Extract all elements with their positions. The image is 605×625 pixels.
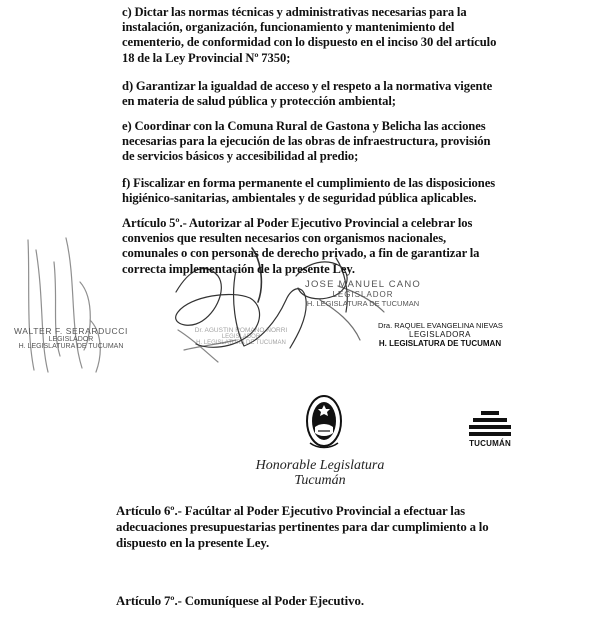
item-d <box>122 79 500 109</box>
article-7-text: Comuníquese al Poder Ejecutivo. <box>184 594 364 608</box>
article-7 <box>116 594 496 609</box>
legislature-crest-icon <box>304 393 344 449</box>
item-e <box>122 119 500 165</box>
item-f-label: f) <box>122 176 131 190</box>
tucuman-logo-icon <box>467 408 513 438</box>
stamp-cano-role: LEGISLADOR <box>332 290 394 299</box>
stamp-serarducci-name: WALTER F. SERARDUCCI <box>13 326 128 336</box>
item-e-label: e) <box>122 119 132 133</box>
letterhead-line1: Honorable Legislatura <box>255 458 385 473</box>
letterhead-line2: Tucumán <box>294 473 346 488</box>
article-7-label: Artículo 7º.- <box>116 594 182 608</box>
stamp-nievas-inst: H. LEGISLATURA DE TUCUMAN <box>378 339 502 348</box>
stamp-serarducci-role: LEGISLADOR <box>48 336 94 343</box>
item-e-text: Coordinar con la Comuna Rural de Gastona y Belicha las acciones necesarias para la ejecución de las obras de infraestructura, provisión de servicios básicos y accesibilidad al predio; <box>122 119 491 164</box>
tucuman-logo <box>467 408 513 452</box>
stamp-agustin-inst: H. LEGISLATURA DE TUCUMAN <box>196 340 286 346</box>
stamp-cano <box>288 279 438 308</box>
item-f <box>122 176 500 206</box>
item-d-label: d) <box>122 79 134 93</box>
item-c <box>122 5 500 66</box>
stamp-nievas <box>378 321 502 348</box>
stamp-cano-name: JOSE MANUEL CANO <box>305 279 421 290</box>
stamp-agustin-name: Dr. AGUSTIN ROMANO NORRI <box>194 327 288 334</box>
tucuman-logo-text: TUCUMÁN <box>469 439 511 448</box>
item-d-text: Garantizar la igualdad de acceso y el respeto a la normativa vigente en materia de salud pública y protección ambiental; <box>122 79 493 109</box>
item-c-text: Dictar las normas técnicas y administrativas necesarias para la instalación, organización, funcionamiento y mantenimiento del cementerio, de conformidad con lo dispuesto en el inciso 30 del artículo 18 de la Ley Provincial Nº 7350; <box>122 5 497 65</box>
stamp-nievas-name: Dra. RAQUEL EVANGELINA NIEVAS <box>378 321 503 330</box>
stamp-cano-inst: H. LEGISLATURA DE TUCUMAN <box>306 299 420 308</box>
letterhead-title <box>240 458 400 489</box>
item-c-label: c) <box>122 5 132 19</box>
stamp-agustin-role: LEGISLADOR <box>221 334 261 340</box>
article-6-text: Facúltar al Poder Ejecutivo Provincial a efectuar las adecuaciones presupuestarias pertinentes para dar cumplimiento a lo dispuesto en la presente Ley. <box>116 504 489 550</box>
article-5 <box>122 216 500 277</box>
article-6-label: Artículo 6º.- <box>116 504 182 518</box>
item-f-text: Fiscalizar en forma permanente el cumplimiento de las disposiciones higiénico-sanitarias, ambientales y de seguridad pública aplicables. <box>122 176 496 206</box>
stamp-agustin <box>186 327 296 346</box>
stamp-serarducci-inst: H. LEGISLATURA DE TUCUMAN <box>18 343 124 350</box>
stamp-serarducci <box>12 326 130 350</box>
article-5-text: Autorizar al Poder Ejecutivo Provincial a celebrar los convenios que resulten necesarios con organismos nacionales, comunales o con personas de derecho privado, a fin de garantizar la correcta implementación de la presente Ley. <box>122 216 480 276</box>
article-6 <box>116 503 496 551</box>
article-5-label: Artículo 5º.- <box>122 216 187 230</box>
stamp-nievas-role: LEGISLADORA <box>409 330 471 339</box>
